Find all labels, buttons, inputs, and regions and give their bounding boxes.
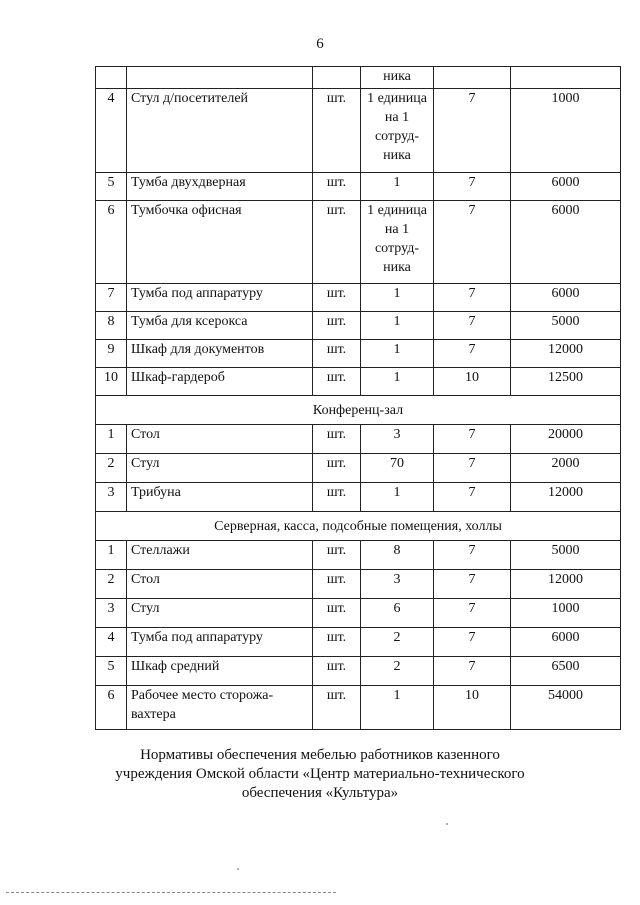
cell-no: 5: [96, 173, 127, 201]
cell-no: 5: [96, 657, 127, 686]
caption-line: Нормативы обеспечения мебелью работников казенного: [140, 747, 500, 763]
section-title-conference-hall: Конференц-зал: [96, 396, 621, 425]
cell-price: 6000: [511, 284, 621, 312]
cell-unit: шт.: [313, 173, 361, 201]
cell-price: 1000: [511, 599, 621, 628]
document-caption: [0, 746, 640, 803]
cell-qty: 6: [361, 599, 434, 628]
cell-price: [511, 67, 621, 89]
table-row: [96, 173, 621, 201]
cell-term: [434, 67, 511, 89]
cell-term: 7: [434, 201, 511, 284]
cell-unit: шт.: [313, 368, 361, 396]
cell-term: 7: [434, 173, 511, 201]
cell-price: 5000: [511, 312, 621, 340]
table-row: [96, 340, 621, 368]
table-row: [96, 89, 621, 173]
page-number: 6: [316, 36, 324, 52]
cell-qty: ника: [361, 67, 434, 89]
cell-term: 10: [434, 686, 511, 730]
cell-term: 7: [434, 312, 511, 340]
cell-qty: 1 единица на 1 сотруд-ника: [361, 89, 434, 173]
table-row: [96, 686, 621, 730]
cell-qty: 1: [361, 173, 434, 201]
table-row: [96, 67, 621, 89]
cell-unit: шт.: [313, 425, 361, 454]
cell-price: 12500: [511, 368, 621, 396]
cell-no: 6: [96, 201, 127, 284]
scan-speck: [237, 868, 239, 870]
table-row: [96, 454, 621, 483]
cell-name: Стул: [127, 454, 313, 483]
cell-price: 54000: [511, 686, 621, 730]
cell-term: 10: [434, 368, 511, 396]
cell-unit: [313, 67, 361, 89]
cell-no: 1: [96, 541, 127, 570]
cell-name: [127, 67, 313, 89]
cell-name: Шкаф средний: [127, 657, 313, 686]
cell-price: 5000: [511, 541, 621, 570]
table-row: [96, 483, 621, 512]
cell-qty: 1: [361, 312, 434, 340]
cell-no: 4: [96, 628, 127, 657]
cell-term: 7: [434, 89, 511, 173]
furniture-norms-table: [95, 66, 621, 730]
cell-term: 7: [434, 454, 511, 483]
cell-term: 7: [434, 628, 511, 657]
cell-qty: 3: [361, 570, 434, 599]
cell-price: 6000: [511, 201, 621, 284]
cell-unit: шт.: [313, 599, 361, 628]
cell-unit: шт.: [313, 89, 361, 173]
cell-price: 12000: [511, 570, 621, 599]
cell-term: 7: [434, 284, 511, 312]
cell-term: 7: [434, 570, 511, 599]
cell-no: 9: [96, 340, 127, 368]
footer-divider: [6, 892, 336, 893]
cell-unit: шт.: [313, 284, 361, 312]
cell-unit: шт.: [313, 340, 361, 368]
cell-term: 7: [434, 657, 511, 686]
cell-no: 4: [96, 89, 127, 173]
cell-unit: шт.: [313, 657, 361, 686]
cell-price: 20000: [511, 425, 621, 454]
cell-name: Тумбочка офисная: [127, 201, 313, 284]
cell-qty: 8: [361, 541, 434, 570]
caption-line: учреждения Омской области «Центр материально-технического: [115, 766, 525, 782]
cell-no: 2: [96, 570, 127, 599]
cell-name: Стеллажи: [127, 541, 313, 570]
cell-term: 7: [434, 541, 511, 570]
table-row: [96, 201, 621, 284]
cell-name: Рабочее место сторожа-вахтера: [127, 686, 313, 730]
cell-name: Трибуна: [127, 483, 313, 512]
cell-unit: шт.: [313, 628, 361, 657]
cell-unit: шт.: [313, 570, 361, 599]
table-row: [96, 541, 621, 570]
cell-unit: шт.: [313, 312, 361, 340]
cell-term: 7: [434, 483, 511, 512]
table-row: [96, 657, 621, 686]
table-row: [96, 284, 621, 312]
cell-term: 7: [434, 340, 511, 368]
cell-name: Стол: [127, 570, 313, 599]
cell-unit: шт.: [313, 454, 361, 483]
cell-name: Тумба для ксерокса: [127, 312, 313, 340]
cell-name: Шкаф-гардероб: [127, 368, 313, 396]
cell-qty: 1: [361, 284, 434, 312]
cell-price: 6500: [511, 657, 621, 686]
cell-qty: 1: [361, 368, 434, 396]
cell-no: 3: [96, 599, 127, 628]
cell-name: Тумба двухдверная: [127, 173, 313, 201]
cell-price: 6000: [511, 173, 621, 201]
cell-name: Стул д/посетителей: [127, 89, 313, 173]
cell-price: 12000: [511, 483, 621, 512]
table-row: [96, 312, 621, 340]
cell-no: 8: [96, 312, 127, 340]
cell-no: 10: [96, 368, 127, 396]
table-row: [96, 628, 621, 657]
cell-name: Стол: [127, 425, 313, 454]
cell-price: 1000: [511, 89, 621, 173]
table-row: [96, 368, 621, 396]
cell-name: Стул: [127, 599, 313, 628]
cell-qty: 1: [361, 340, 434, 368]
cell-qty: 70: [361, 454, 434, 483]
cell-no: 1: [96, 425, 127, 454]
cell-name: Шкаф для документов: [127, 340, 313, 368]
cell-price: 2000: [511, 454, 621, 483]
cell-term: 7: [434, 425, 511, 454]
cell-price: 12000: [511, 340, 621, 368]
cell-unit: шт.: [313, 541, 361, 570]
section-row: [96, 512, 621, 541]
cell-name: Тумба под аппаратуру: [127, 284, 313, 312]
cell-unit: шт.: [313, 483, 361, 512]
cell-no: 3: [96, 483, 127, 512]
table-row: [96, 425, 621, 454]
table-row: [96, 570, 621, 599]
caption-line: обеспечения «Культура»: [241, 785, 399, 801]
cell-qty: 1: [361, 686, 434, 730]
section-title-server-rooms: Серверная, касса, подсобные помещения, холлы: [96, 512, 621, 541]
table-row: [96, 599, 621, 628]
scan-speck: [446, 823, 448, 825]
cell-no: 2: [96, 454, 127, 483]
section-row: [96, 396, 621, 425]
cell-qty: 1 единица на 1 сотруд-ника: [361, 201, 434, 284]
cell-name: Тумба под аппаратуру: [127, 628, 313, 657]
cell-unit: шт.: [313, 686, 361, 730]
cell-no: 7: [96, 284, 127, 312]
cell-qty: 1: [361, 483, 434, 512]
cell-no: [96, 67, 127, 89]
cell-qty: 2: [361, 657, 434, 686]
cell-term: 7: [434, 599, 511, 628]
cell-qty: 2: [361, 628, 434, 657]
cell-price: 6000: [511, 628, 621, 657]
cell-unit: шт.: [313, 201, 361, 284]
cell-qty: 3: [361, 425, 434, 454]
cell-no: 6: [96, 686, 127, 730]
